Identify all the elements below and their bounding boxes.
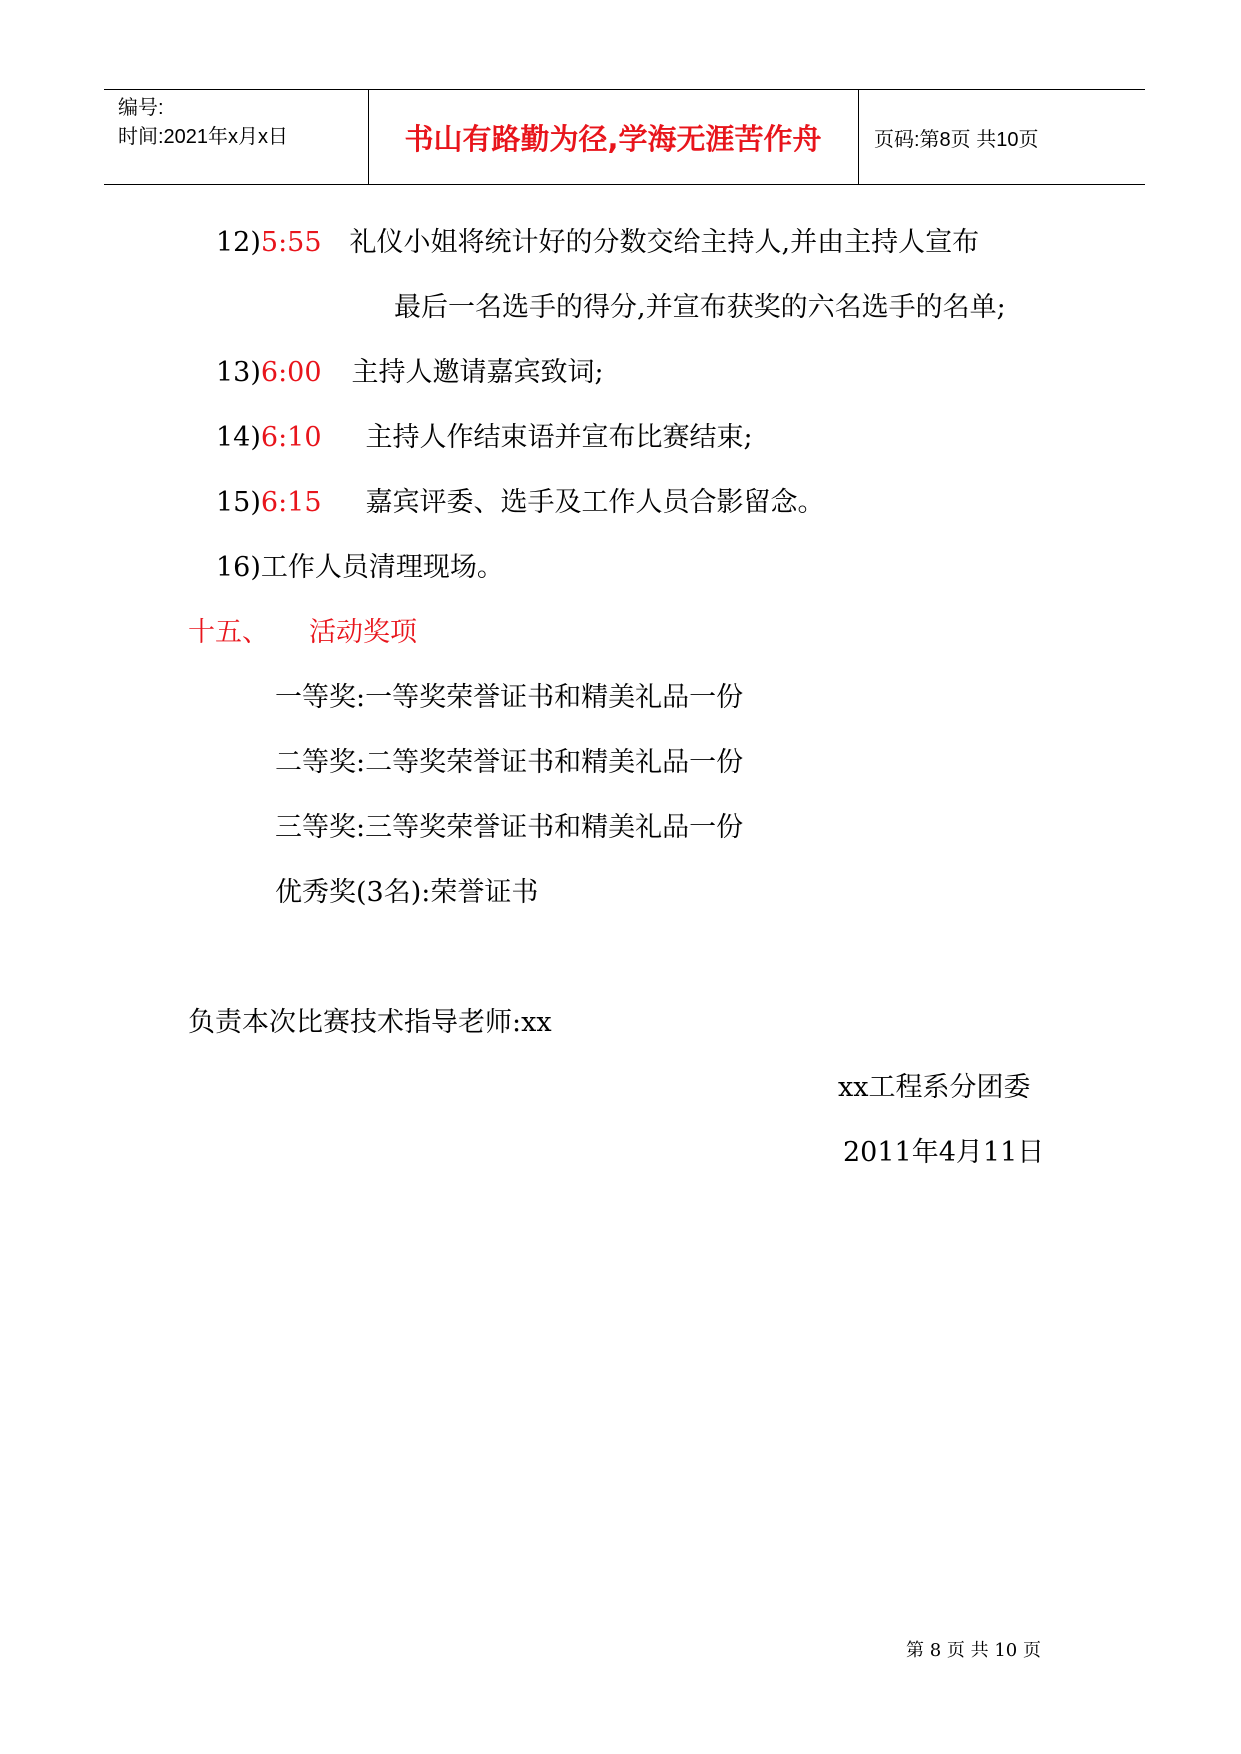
header-meta	[118, 94, 288, 152]
item-text: 工作人员清理现场。	[260, 552, 504, 583]
awards-heading-number: 十五、	[188, 617, 269, 648]
page-header	[104, 89, 1145, 185]
header-divider	[858, 90, 859, 184]
header-motto: 书山有路勤为径,学海无涯苦作舟	[404, 121, 822, 156]
schedule-item-14	[216, 420, 753, 456]
time-label: 时间:2021年x月x日	[118, 126, 289, 148]
item-number: 13)	[216, 357, 261, 388]
award-third: 三等奖:三等奖荣誉证书和精美礼品一份	[275, 812, 744, 843]
code-label: 编号:	[118, 97, 164, 119]
schedule-item-13	[216, 355, 604, 391]
awards-heading	[188, 615, 417, 651]
organization: xx工程系分团委	[838, 1072, 1031, 1103]
item-text: 主持人邀请嘉宾致词;	[351, 357, 604, 388]
schedule-item-12	[216, 225, 979, 261]
item-text: 嘉宾评委、选手及工作人员合影留念。	[365, 487, 825, 518]
schedule-item-15	[216, 485, 825, 521]
document-date: 2011年4月11日	[843, 1137, 1045, 1168]
advisor-line: 负责本次比赛技术指导老师:xx	[188, 1007, 552, 1038]
item-time: 6:15	[260, 487, 322, 518]
item-number: 12)	[216, 227, 261, 258]
item-time: 6:00	[260, 357, 322, 388]
page-footer: 第 8 页 共 10 页	[906, 1640, 1041, 1661]
award-excellence: 优秀奖(3名):荣誉证书	[275, 877, 539, 908]
item-number: 15)	[216, 487, 261, 518]
awards-heading-text: 活动奖项	[309, 617, 417, 648]
item-text: 主持人作结束语并宣布比赛结束;	[365, 422, 753, 453]
header-page-info: 页码:第8页 共10页	[874, 128, 1039, 151]
item-number: 16)	[216, 552, 261, 583]
item-time: 5:55	[260, 227, 322, 258]
item-number: 14)	[216, 422, 261, 453]
award-second: 二等奖:二等奖荣誉证书和精美礼品一份	[275, 747, 744, 778]
award-first: 一等奖:一等奖荣誉证书和精美礼品一份	[275, 682, 744, 713]
item-time: 6:10	[260, 422, 322, 453]
schedule-item-16	[216, 550, 504, 586]
item-text: 礼仪小姐将统计好的分数交给主持人,并由主持人宣布	[349, 227, 980, 258]
schedule-item-12-continuation: 最后一名选手的得分,并宣布获奖的六名选手的名单;	[394, 292, 1006, 323]
